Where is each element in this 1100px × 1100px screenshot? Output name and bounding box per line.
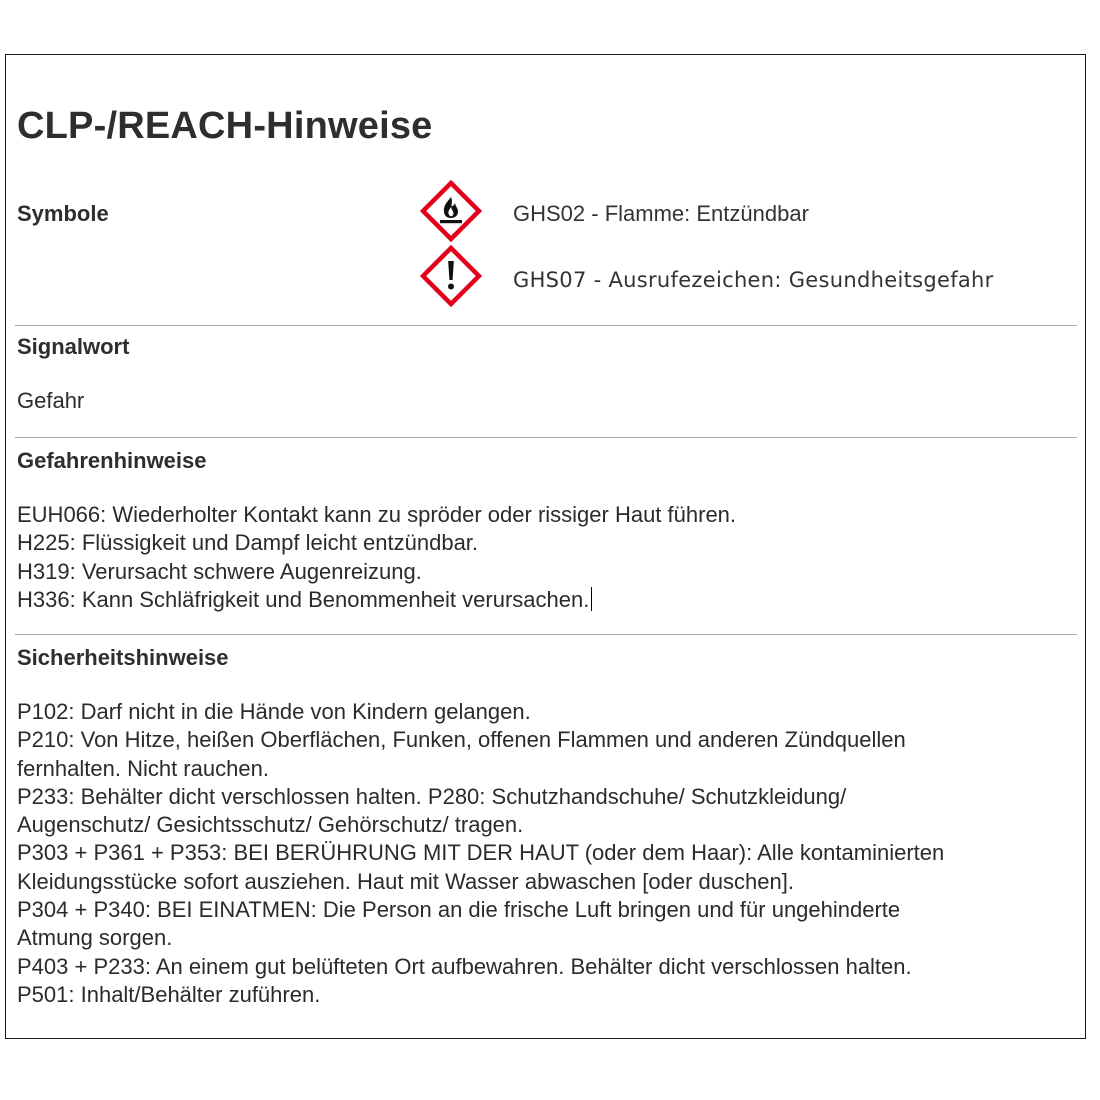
hazard-statement: H225: Flüssigkeit und Dampf leicht entzündbar. <box>17 530 479 556</box>
precautionary-statement: P233: Behälter dicht verschlossen halten. P280: Schutzhandschuhe/ Schutzkleidung/ <box>17 783 847 809</box>
text-cursor <box>591 587 592 611</box>
precautionary-statement: P304 + P340: BEI EINATMEN: Die Person an die frische Luft bringen und für ungehinderte <box>17 897 901 923</box>
hazard-statement: EUH066: Wiederholter Kontakt kann zu spröder oder rissiger Haut führen. <box>17 502 737 527</box>
section-divider <box>15 437 1077 438</box>
hazard-statement: H319: Verursacht schwere Augenreizung. <box>17 558 422 584</box>
precautionary-statement: Augenschutz/ Gesichtsschutz/ Gehörschutz/ tragen. <box>17 812 524 838</box>
precautionary-statement: P102: Darf nicht in die Hände von Kindern gelangen. <box>17 699 531 724</box>
flame-pictogram-icon <box>420 180 482 242</box>
precautionary-statement: Atmung sorgen. <box>17 925 173 951</box>
section-divider <box>15 634 1077 635</box>
ghs07-description: GHS07 - Ausrufezeichen: Gesundheitsgefahr <box>513 268 994 292</box>
precautionary-statement: fernhalten. Nicht rauchen. <box>17 755 269 781</box>
hazard-statement-last[interactable] <box>17 586 736 614</box>
hazard-statement: H336: Kann Schläfrigkeit und Benommenheit verursachen. <box>17 586 590 612</box>
ghs02-description: GHS02 - Flamme: Entzündbar <box>513 201 809 226</box>
signal-word-label: Signalwort <box>17 334 130 359</box>
page-title: CLP-/REACH-Hinweise <box>17 105 433 147</box>
hazard-statements-list <box>17 501 736 614</box>
signal-word-value: Gefahr <box>17 388 85 413</box>
precautionary-statement: Kleidungsstücke sofort ausziehen. Haut mit Wasser abwaschen [oder duschen]. <box>17 868 794 894</box>
exclamation-pictogram-icon <box>420 245 482 307</box>
precautionary-statements-label: Sicherheitshinweise <box>17 645 229 670</box>
precautionary-statement: P303 + P361 + P353: BEI BERÜHRUNG MIT DER HAUT (oder dem Haar): Alle kontaminierten <box>17 840 945 866</box>
precautionary-statement: P501: Inhalt/Behälter zuführen. <box>17 981 321 1007</box>
section-divider <box>15 325 1077 326</box>
precautionary-statements-list <box>17 698 944 1009</box>
precautionary-statement: P403 + P233: An einem gut belüfteten Ort aufbewahren. Behälter dicht verschlossen halten. <box>17 953 912 979</box>
precautionary-statement: P210: Von Hitze, heißen Oberflächen, Funken, offenen Flammen und anderen Zündquellen <box>17 727 906 753</box>
symbols-label: Symbole <box>17 201 109 226</box>
hazard-statements-label: Gefahrenhinweise <box>17 448 207 473</box>
